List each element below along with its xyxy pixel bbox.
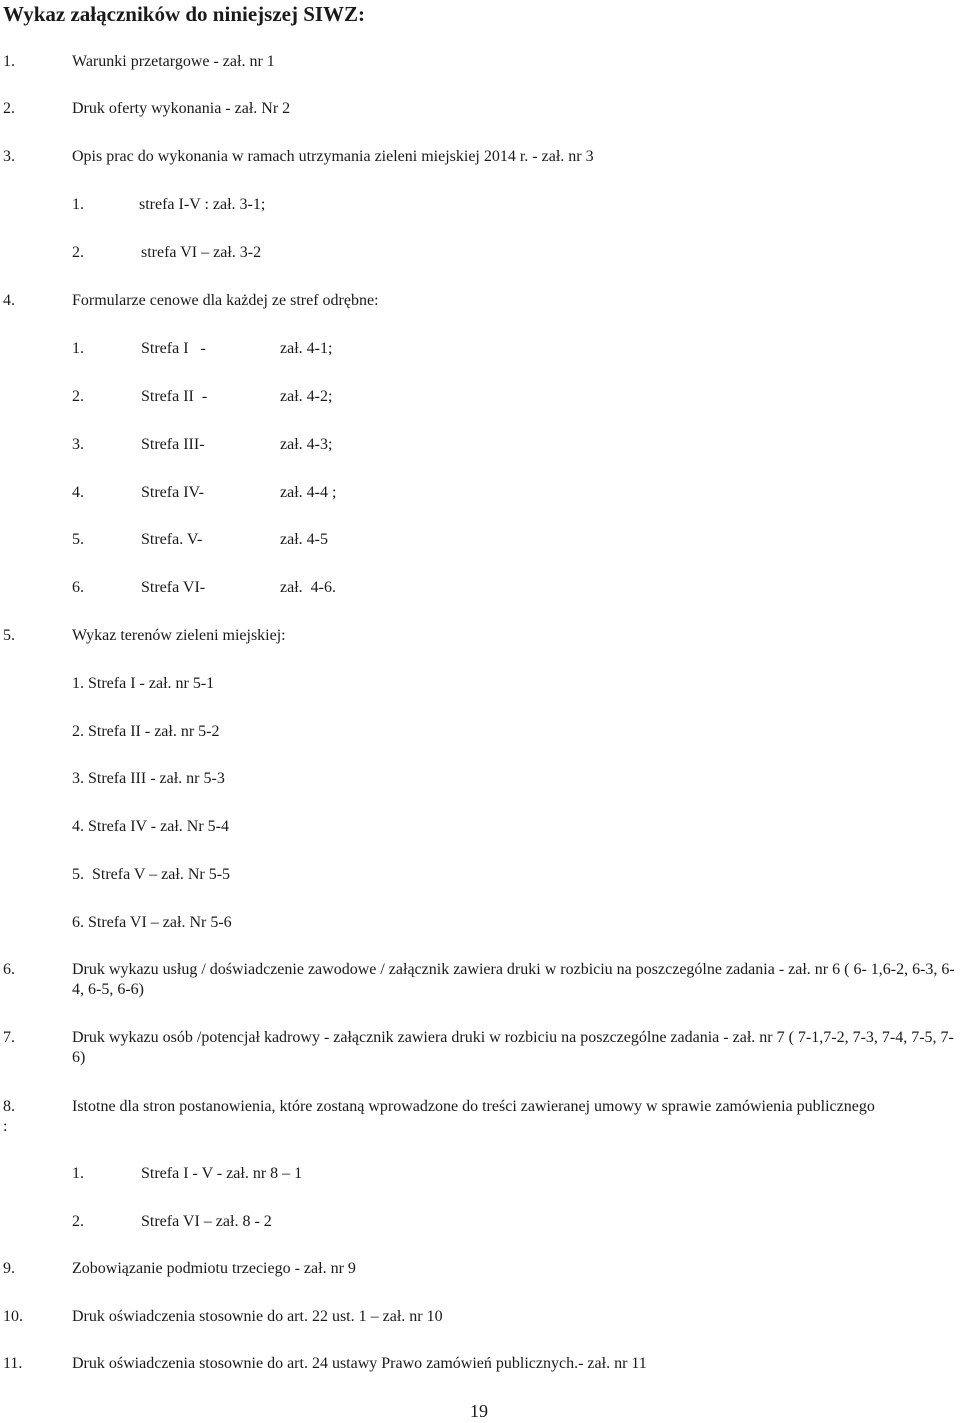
item-5-sub-3: 3. Strefa III - zał. nr 5-3 (72, 770, 225, 787)
item-9-text: Zobowiązanie podmiotu trzeciego - zał. nr 9 (72, 1260, 356, 1277)
item-5-number: 5. (3, 627, 15, 644)
item-3-sub-1-text: strefa I-V : zał. 3-1; (139, 196, 266, 213)
item-5-sub-5: 5. Strefa V – zał. Nr 5-5 (72, 866, 231, 883)
item-2-text: Druk oferty wykonania - zał. Nr 2 (72, 100, 291, 117)
item-4-sub-6-name: Strefa VI- (141, 579, 206, 596)
item-3-sub-2-number: 2. (72, 244, 84, 261)
item-8-colon: : (3, 1118, 8, 1135)
item-7-text: Druk wykazu osób /potencjał kadrowy - załącznik zawiera druki w rozbiciu na poszczególne zadania - zał. nr 7 ( 7-1,7-2, 7-3, 7-4, 7-5, 7-6) (72, 1029, 954, 1066)
item-4-sub-6-number: 6. (72, 579, 84, 596)
item-4-sub-6-ref: zał. 4-6. (280, 579, 336, 596)
item-8-sub-2-number: 2. (72, 1213, 84, 1230)
item-1-number: 1. (3, 53, 15, 70)
item-4-sub-1-name: Strefa I - (141, 340, 206, 357)
item-4-sub-4-name: Strefa IV- (141, 484, 204, 501)
item-3-sub-1-number: 1. (72, 196, 84, 213)
item-11-text: Druk oświadczenia stosownie do art. 24 ustawy Prawo zamówień publicznych.- zał. nr 11 (72, 1355, 647, 1372)
item-8-sub-2-text: Strefa VI – zał. 8 - 2 (141, 1213, 272, 1230)
item-4-sub-4-ref: zał. 4-4 ; (280, 484, 337, 501)
item-2-number: 2. (3, 100, 15, 117)
item-4-sub-5-ref: zał. 4-5 (280, 531, 328, 548)
item-4-sub-3-number: 3. (72, 436, 84, 453)
item-4-number: 4. (3, 292, 15, 309)
item-8-number: 8. (3, 1098, 15, 1115)
item-8-sub-1-text: Strefa I - V - zał. nr 8 – 1 (141, 1165, 303, 1182)
item-3-sub-2-text: strefa VI – zał. 3-2 (141, 244, 262, 261)
item-4-sub-2-name: Strefa II - (141, 388, 208, 405)
item-5-sub-1: 1. Strefa I - zał. nr 5-1 (72, 675, 215, 692)
item-8-sub-1-number: 1. (72, 1165, 84, 1182)
item-4-sub-2-number: 2. (72, 388, 84, 405)
item-4-text: Formularze cenowe dla każdej ze stref odrębne: (72, 292, 379, 309)
item-5-sub-2: 2. Strefa II - zał. nr 5-2 (72, 723, 220, 740)
item-4-sub-1-ref: zał. 4-1; (280, 340, 333, 357)
page-title: Wykaz załączników do niniejszej SIWZ: (3, 2, 366, 26)
item-4-sub-4-number: 4. (72, 484, 84, 501)
item-4-sub-5-name: Strefa. V- (141, 531, 203, 548)
item-4-sub-1-number: 1. (72, 340, 84, 357)
item-6-number: 6. (3, 961, 15, 978)
item-4-sub-5-number: 5. (72, 531, 84, 548)
item-11-number: 11. (3, 1355, 23, 1372)
item-3-text: Opis prac do wykonania w ramach utrzymania zieleni miejskiej 2014 r. - zał. nr 3 (72, 148, 594, 165)
page-number: 19 (470, 1401, 488, 1421)
item-7-number: 7. (3, 1029, 15, 1046)
item-10-number: 10. (3, 1308, 23, 1325)
item-9-number: 9. (3, 1260, 15, 1277)
item-8-text: Istotne dla stron postanowienia, które zostaną wprowadzone do treści zawieranej umowy w sprawie zamówienia publicznego (72, 1098, 875, 1115)
item-5-sub-4: 4. Strefa IV - zał. Nr 5-4 (72, 818, 229, 835)
item-5-sub-6: 6. Strefa VI – zał. Nr 5-6 (72, 914, 232, 931)
item-1-text: Warunki przetargowe - zał. nr 1 (72, 53, 275, 70)
item-3-number: 3. (3, 148, 15, 165)
item-4-sub-3-ref: zał. 4-3; (280, 436, 333, 453)
item-4-sub-3-name: Strefa III- (141, 436, 205, 453)
item-6-text: Druk wykazu usług / doświadczenie zawodowe / załącznik zawiera druki w rozbiciu na poszczególne zadania - zał. nr 6 ( 6- 1,6-2, 6-3, 6-4, 6-5, 6-6) (72, 961, 955, 998)
item-5-text: Wykaz terenów zieleni miejskiej: (72, 627, 286, 644)
item-10-text: Druk oświadczenia stosownie do art. 22 ust. 1 – zał. nr 10 (72, 1308, 443, 1325)
item-4-sub-2-ref: zał. 4-2; (280, 388, 333, 405)
